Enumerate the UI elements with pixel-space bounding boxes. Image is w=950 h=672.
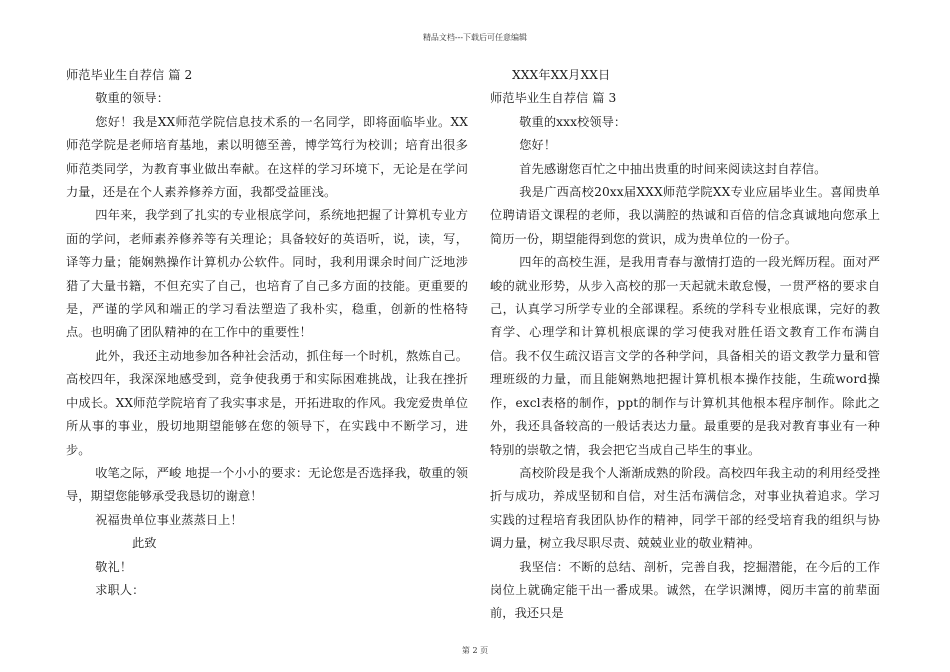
greeting: 您好！	[519, 138, 557, 153]
body-paragraph: 我是广西高校20xx届XXX师范学院XX专业应届毕业生。喜闻贵单位聘请语文课程的老师，我以满腔的热诚和百倍的信念真诚地向您承上简历一份，期望能得到您的赏识，成为贵单位的一份子。	[490, 185, 880, 246]
right-column	[490, 64, 880, 626]
closing-cizhi: 此致	[132, 536, 157, 551]
body-paragraph: 收笔之际，严峻 地提一个小小的要求：无论您是否选择我，敬重的领导，期望您能够承受我恳切的谢意！	[66, 465, 468, 504]
letter-title: 师范毕业生自荐信 篇 3	[490, 91, 617, 106]
body-paragraph: 高校阶段是我个人渐渐成熟的阶段。高校四年我主动的利用经受挫折与成功，养成坚韧和自信，对生活布满信念，对事业执着追求。学习实践的过程培育我团队协作的精神，同学干部的经受培育我的组织与协调力量，树立我尽职尽责、兢兢业业的敬业精神。	[490, 465, 880, 551]
body-paragraph: 四年的高校生涯，是我用青春与激情打造的一段光辉历程。面对严峻的就业形势，从步入高校的那一天起就未敢怠慢，一贯严格的要求自己，认真学习所学专业的全部课程。系统的学科专业根底课，完好的教育学、心理学和计算机根底课的学习使我对胜任语文教育工作布满自信。我不仅生疏汉语言文学的各种学问，具备相关的语文教学力量和管理班级的力量，而且能娴熟地把握计算机根本操作技能，生疏word操作，excl表格的制作，ppt的制作与计算机其他根本程序制作。除此之外，我还具备较高的一般话表达力量。最重要的是我对教育事业有一种特别的崇敬之情，我会把它当成自己毕生的事业。	[490, 255, 880, 457]
applicant-label: 求职人：	[95, 582, 145, 597]
page-header: 精品文档---下载后可任意编辑	[422, 33, 528, 42]
page-footer: 第 2 页	[461, 646, 489, 655]
body-paragraph: 四年来，我学到了扎实的专业根底学问，系统地把握了计算机专业方面的学问，老师素养修养等有关理论；具备较好的英语听，说，读，写，译等力量；能娴熟操作计算机办公软件。同时，我利用课余时间广泛地涉猎了大量书籍，不但充实了自己，也培育了自己多方面的技能。更重要的是，严谨的学风和端正的学习看法塑造了我朴实，稳重，创新的性格特点。也明确了团队精神的在工作中的重要性！	[66, 208, 468, 340]
left-column	[66, 64, 468, 602]
body-paragraph: 此外，我还主动地参加各种社会活动，抓住每一个时机，熬炼自己。高校四年，我深深地感受到，竞争使我勇于和实际困难挑战，让我在挫折中成长。XX师范学院培育了我实事求是，开拓进取的作风。我宠爱贵单位所从事的事业，殷切地期望能够在您的领导下，在实践中不断学习，进步。	[66, 348, 468, 457]
salutation: 敬重的xxx校领导：	[519, 114, 627, 129]
letter-date: XXX年XX月XX日	[512, 68, 611, 82]
body-paragraph: 我坚信：不断的总结、剖析，完善自我，挖掘潜能，在今后的工作岗位上就确定能干出一番成果。诚然，在学识渊博，阅历丰富的前辈面前，我还只是	[490, 559, 880, 621]
letter-title: 师范毕业生自荐信 篇 2	[66, 68, 193, 82]
salutation: 敬重的领导：	[95, 91, 169, 106]
body-paragraph: 您好！我是XX师范学院信息技术系的一名同学，即将面临毕业。XX师范学院是老师培育基地，素以明德至善，博学笃行为校训；培育出很多师范类同学，为教育事业做出奉献。在这样的学习环境下，无论是在学问力量，还是在个人素养修养方面，我都受益匪浅。	[66, 114, 468, 200]
body-paragraph: 祝福贵单位事业蒸蒸日上！	[95, 512, 243, 527]
body-paragraph: 首先感谢您百忙之中抽出贵重的时间来阅读这封自荐信。	[519, 161, 827, 176]
closing-jingli: 敬礼！	[95, 559, 133, 574]
